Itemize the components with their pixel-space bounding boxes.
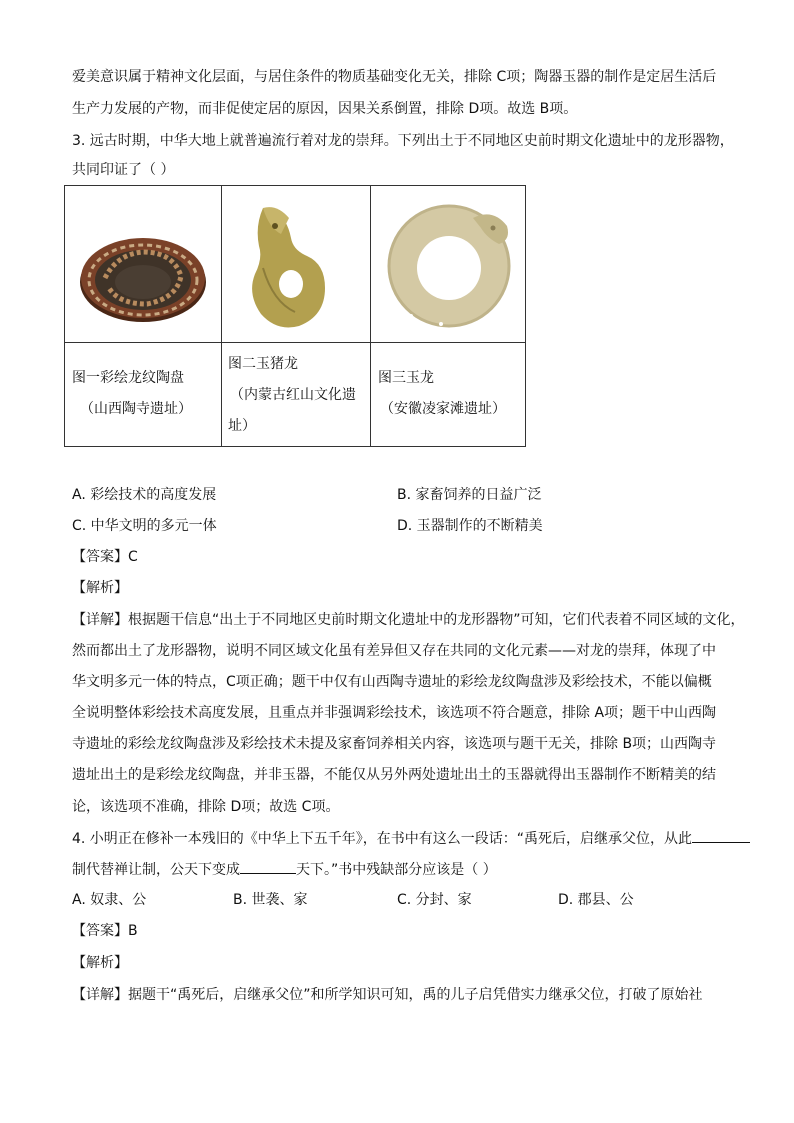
- jade-pig-dragon-image: [233, 198, 333, 338]
- option-b: B. 世袭、家: [233, 892, 308, 908]
- question-4-stem: [72, 859, 497, 880]
- analysis-line: 论，该选项不准确，排除 D项；故选 C项。: [72, 799, 340, 815]
- analysis-line: 【详解】据题干“禹死后，启继承父位”和所学知识可知，禹的儿子启凭借实力继承父位，打破了原始社: [72, 987, 703, 1003]
- analysis-line: 【详解】根据题干信息“出土于不同地区史前时期文化遗址中的龙形器物”可知，它们代表着不同区域的文化，: [72, 612, 745, 628]
- analysis-label: 【解析】: [72, 580, 128, 596]
- option-d: D. 郡县、公: [558, 892, 634, 908]
- option-c: C. 中华文明的多元一体: [72, 518, 217, 534]
- answer-label: 【答案】C: [72, 549, 138, 565]
- analysis-line: 全说明整体彩绘技术高度发展，且重点并非强调彩绘技术，该选项不符合题意，排除 A项；题干中山西陶: [72, 705, 717, 721]
- question-4-text: 4. 小明正在修补一本残旧的《中华上下五千年》，在书中有这么一段话：“禹死后，启继承父位，从此: [72, 831, 693, 847]
- option-c: C. 分封、家: [397, 892, 472, 908]
- option-a: A. 奴隶、公: [72, 892, 147, 908]
- question-3-stem: 3. 远古时期，中华大地上就普遍流行着对龙的崇拜。下列出土于不同地区史前时期文化遗址中的龙形器物，: [72, 133, 734, 149]
- analysis-line: 华文明多元一体的特点，C项正确；题干中仅有山西陶寺遗址的彩绘龙纹陶盘涉及彩绘技术，不能以偏概: [72, 674, 712, 690]
- figure-1-source: （山西陶寺遗址）: [80, 401, 192, 417]
- analysis-label: 【解析】: [72, 955, 128, 971]
- question-3-stem: 共同印证了（ ）: [72, 162, 175, 178]
- analysis-line: 遗址出土的是彩绘龙纹陶盘，并非玉器，不能仅从另外两处遗址出土的玉器就得出玉器制作不断精美的结: [72, 767, 716, 783]
- figure-3-source: （安徽凌家滩遗址）: [380, 401, 506, 417]
- text-line: 生产力发展的产物，而非促使定居的原因，因果关系倒置，排除 D项。故选 B项。: [72, 101, 578, 117]
- jade-dragon-ring-image: [381, 198, 519, 332]
- fill-blank: [240, 859, 296, 874]
- table-divider: [65, 342, 525, 343]
- question-4-text: 制代替禅让制，公天下变成: [72, 862, 240, 878]
- figure-2-source: （内蒙古红山文化遗: [230, 387, 356, 403]
- painted-dragon-plate-image: [77, 226, 209, 326]
- option-d: D. 玉器制作的不断精美: [397, 518, 543, 534]
- figure-2-caption: 图二玉猪龙: [228, 356, 298, 372]
- question-4-stem: [72, 828, 750, 849]
- analysis-line: 寺遗址的彩绘龙纹陶盘涉及彩绘技术未提及家畜饲养相关内容，该选项与题干无关，排除 B项；山西陶寺: [72, 736, 717, 752]
- analysis-line: 然而都出土了龙形器物，说明不同区域文化虽有差异但又存在共同的文化元素——对龙的崇拜，体现了中: [72, 643, 716, 659]
- option-b: B. 家畜饲养的日益广泛: [397, 487, 542, 503]
- fill-blank: [692, 828, 750, 843]
- answer-label: 【答案】B: [72, 923, 138, 939]
- option-a: A. 彩绘技术的高度发展: [72, 487, 217, 503]
- table-divider: [370, 186, 371, 446]
- text-line: 爱美意识属于精神文化层面，与居住条件的物质基础变化无关，排除 C项；陶器玉器的制作是定居生活后: [72, 69, 717, 85]
- figure-table: [64, 185, 526, 447]
- question-4-text: 天下。”书中残缺部分应该是（ ）: [296, 862, 497, 878]
- figure-2-source: 址）: [228, 418, 256, 434]
- figure-1-caption: 图一彩绘龙纹陶盘: [72, 370, 184, 386]
- figure-3-caption: 图三玉龙: [378, 370, 434, 386]
- table-divider: [221, 186, 222, 446]
